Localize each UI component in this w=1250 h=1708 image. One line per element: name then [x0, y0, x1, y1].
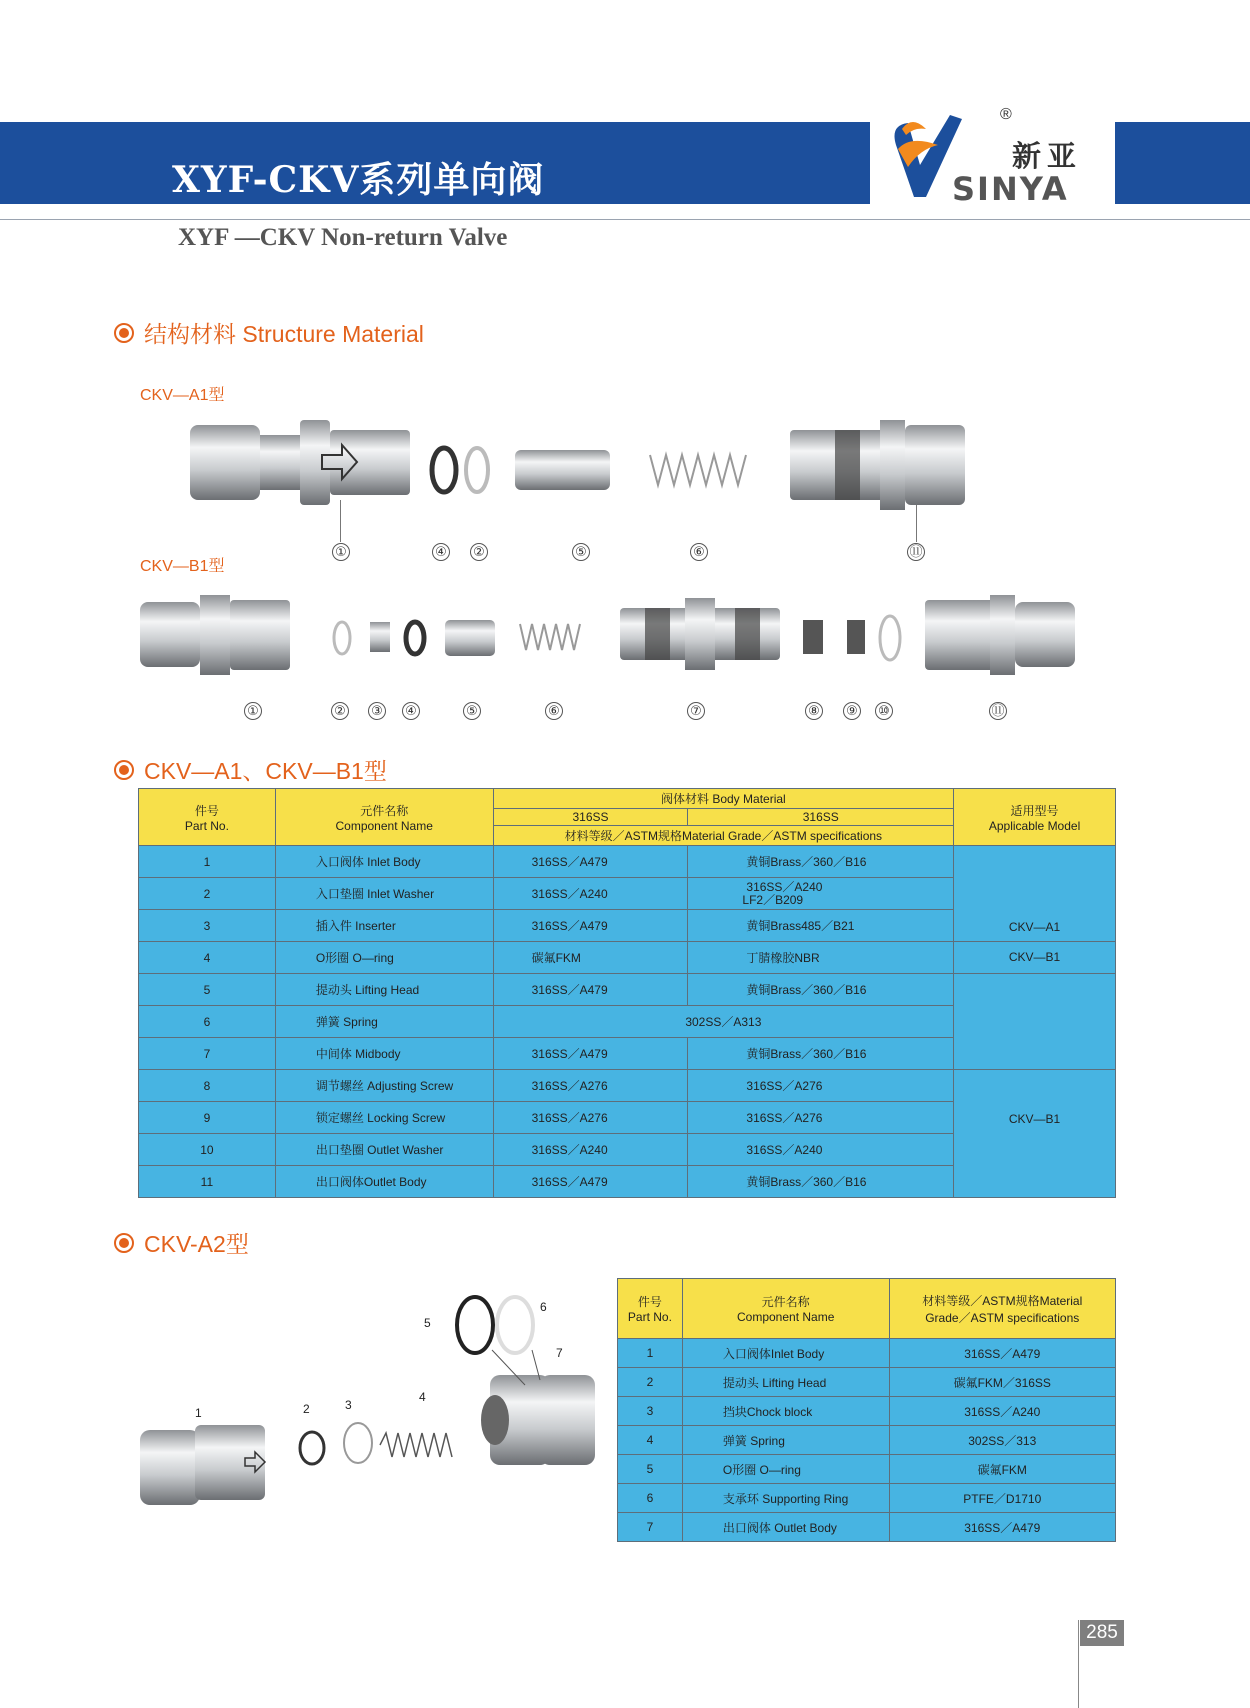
callout-b1-4: ④: [402, 702, 420, 720]
table-row: 5 O形圈 O—ring 碳氟FKM: [618, 1455, 1116, 1484]
table-row: 7 出口阀体 Outlet Body 316SS／A479: [618, 1513, 1116, 1542]
callout-a1-2: ②: [470, 543, 488, 561]
bullet-icon: [114, 760, 134, 780]
applicable-model-b1: CKV—B1: [954, 1070, 1116, 1198]
callout-b1-8: ⑧: [805, 702, 823, 720]
callout-b1-9: ⑨: [843, 702, 861, 720]
callout-b1-3: ③: [368, 702, 386, 720]
callout-a2-1: 1: [195, 1406, 202, 1420]
header-316ss-b: 316SS: [688, 809, 954, 826]
page-edge-line: [1078, 1620, 1079, 1708]
model-label-a1: CKV—A1型: [140, 387, 225, 404]
callout-a1-1: ①: [332, 543, 350, 561]
callout-a1-5: ⑤: [572, 543, 590, 561]
table-row: 3 挡块Chock block 316SS／A240: [618, 1397, 1116, 1426]
callout-a2-5: 5: [424, 1316, 431, 1330]
b1-exploded-view: [135, 590, 1095, 680]
callout-a2-4: 4: [419, 1390, 426, 1404]
table-row: 6 支承环 Supporting Ring PTFE／D1710: [618, 1484, 1116, 1513]
logo-text-cn: 新亚: [1012, 139, 1083, 173]
section-title: CKV—A1、CKV—B1型: [144, 758, 387, 784]
bullet-icon: [114, 323, 134, 343]
applicable-model-a1-b1: CKV—A1 CKV—B1: [954, 942, 1116, 974]
callout-b1-10: ⑩: [875, 702, 893, 720]
callout-a1-11: ⑪: [907, 543, 925, 561]
section-ckv-a1-b1: [114, 753, 387, 786]
callout-a1-4: ④: [432, 543, 450, 561]
header-applicable-model: 适用型号 Applicable Model: [954, 789, 1116, 846]
section-structure-material: [114, 316, 424, 349]
callout-a2-7: 7: [556, 1346, 563, 1360]
a2-exploded-view: [130, 1280, 610, 1530]
callout-a1-6: ⑥: [690, 543, 708, 561]
table-row: 1 入口阀体Inlet Body 316SS／A479: [618, 1339, 1116, 1368]
header-body-material: 阀体材料 Body Material: [493, 789, 954, 809]
table-row: 11 出口阀体Outlet Body 316SS／A479 黄铜Brass／360／B16: [139, 1166, 1116, 1198]
table-row: 5 提动头 Lifting Head 316SS／A479 黄铜Brass／360／B16: [139, 974, 1116, 1006]
material-table-a1-b1: [138, 788, 1116, 1198]
logo-registered: ®: [1000, 106, 1012, 123]
section-ckv-a2: [114, 1226, 249, 1259]
table-row: 7 中间体 Midbody 316SS／A479 黄铜Brass／360／B16: [139, 1038, 1116, 1070]
table-row: 4 弹簧 Spring 302SS／313: [618, 1426, 1116, 1455]
callout-b1-1: ①: [244, 702, 262, 720]
table-row: 6 弹簧 Spring 302SS／A313: [139, 1006, 1116, 1038]
section-title: CKV-A2型: [144, 1231, 249, 1257]
table-row: 3 插入件 Inserter 316SS／A479 黄铜Brass485／B21: [139, 910, 1116, 942]
callout-a2-2: 2: [303, 1402, 310, 1416]
header-material-grade: 材料等级／ASTM规格Material Grade／ASTM specifications: [493, 826, 954, 846]
table-row: 4 O形圈 O—ring 碳氟FKM 丁腈橡胶NBR CKV—A1 CKV—B1: [139, 942, 1116, 974]
header-component-name: 元件名称 Component Name: [275, 789, 493, 846]
leader-line: [916, 505, 917, 542]
section-title: 结构材料 Structure Material: [144, 321, 424, 347]
header-part-no: 件号 Part No.: [618, 1279, 683, 1339]
header-component-name: 元件名称 Component Name: [682, 1279, 889, 1339]
table-row: 10 出口垫圈 Outlet Washer 316SS／A240 316SS／A240: [139, 1134, 1116, 1166]
a1-exploded-view: [180, 415, 1030, 515]
table-row: 1 入口阀体 Inlet Body 316SS／A479 黄铜Brass／360／B16: [139, 846, 1116, 878]
leader-line: [340, 500, 341, 542]
header-divider: [0, 219, 1250, 220]
header-material-grade: 材料等级／ASTM规格Material Grade／ASTM specifications: [889, 1279, 1116, 1339]
table-row: 2 提动头 Lifting Head 碳氟FKM／316SS: [618, 1368, 1116, 1397]
callout-b1-5: ⑤: [463, 702, 481, 720]
page-title-cn: XYF-CKV系列单向阀: [172, 159, 545, 201]
table-row: 8 调节螺丝 Adjusting Screw 316SS／A276 316SS／A276 CKV—B1: [139, 1070, 1116, 1102]
table-row: 2 入口垫圈 Inlet Washer 316SS／A240 316SS／A240 LF2／B209: [139, 878, 1116, 910]
page-title-en: XYF —CKV Non-return Valve: [178, 224, 508, 251]
callout-a2-3: 3: [345, 1398, 352, 1412]
bullet-icon: [114, 1233, 134, 1253]
header-part-no: 件号 Part No.: [139, 789, 276, 846]
header-316ss-a: 316SS: [493, 809, 688, 826]
callout-b1-6: ⑥: [545, 702, 563, 720]
header-band-right: [1115, 122, 1250, 204]
table-row: 9 锁定螺丝 Locking Screw 316SS／A276 316SS／A276: [139, 1102, 1116, 1134]
page-number: 285: [1080, 1620, 1124, 1646]
material-table-a2: [617, 1278, 1116, 1542]
callout-a2-6: 6: [540, 1300, 547, 1314]
callout-b1-2: ②: [331, 702, 349, 720]
logo-text-en: SINYA: [952, 170, 1069, 208]
model-label-b1: CKV—B1型: [140, 558, 225, 575]
callout-b1-7: ⑦: [687, 702, 705, 720]
callout-b1-11: ⑪: [989, 702, 1007, 720]
